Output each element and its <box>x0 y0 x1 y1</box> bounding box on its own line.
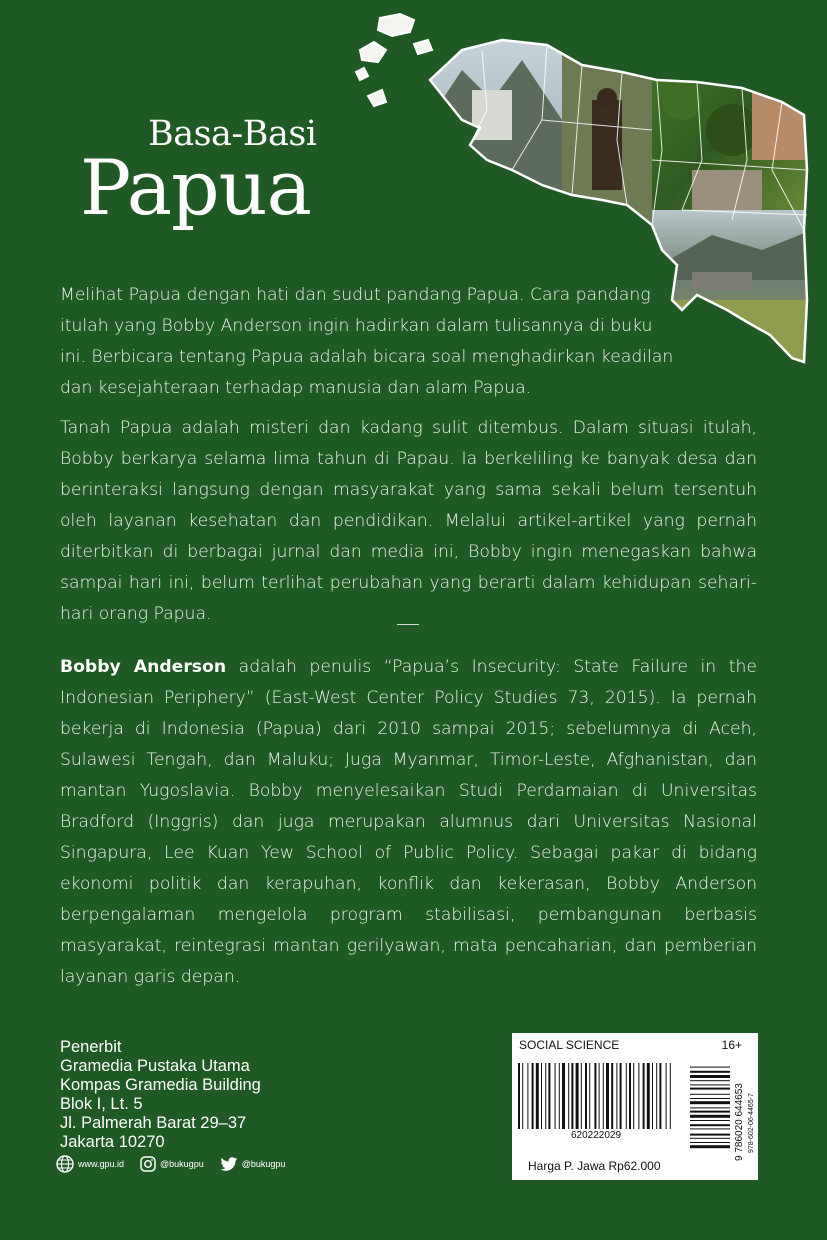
social-links <box>56 1155 301 1173</box>
author-bio <box>60 652 757 993</box>
barcode-bar <box>633 1063 634 1129</box>
instagram-link[interactable] <box>140 1156 204 1172</box>
blurb-paragraph-1: Melihat Papua dengan hati dan sudut pandang Papua. Cara pandang itulah yang Bobby Anderson ingin hadirkan dalam tulisannya di buku ini. Berbicara tentang Papua adalah bicara soal menghadirkan keadilan dan kesejahteraan terhadap manusia dan alam Papua. <box>60 285 674 398</box>
barcode-number: 620222029 <box>570 1130 622 1141</box>
website-link[interactable] <box>56 1155 124 1173</box>
section-divider <box>397 624 419 625</box>
globe-icon <box>56 1155 74 1173</box>
isbn-barcode-bar <box>690 1101 730 1104</box>
barcode-bar <box>548 1063 550 1129</box>
barcode-bar <box>576 1063 579 1129</box>
barcode-bar <box>620 1063 622 1129</box>
isbn-barcode-bar <box>690 1075 730 1078</box>
isbn-barcode-bar <box>690 1080 730 1081</box>
barcode-bar <box>670 1063 671 1129</box>
instagram-text: @bukugpu <box>160 1159 204 1169</box>
author-name: Bobby Anderson <box>60 657 227 677</box>
barcode-bar <box>652 1063 653 1129</box>
blurb-paragraph-2: Tanah Papua adalah misteri dan kadang sulit ditembus. Dalam situasi itulah, Bobby berkarya selama lima tahun di Papau. Ia berkeliling ke banyak desa dan berinteraksi langsung dengan masyarakat yang sama sekali belum tersentuh oleh layanan kesehatan dan pendidikan. Melalui artikel-artikel yang pernah diterbitkan di berbagai jurnal dan media ini, Bobby ingin menegaskan bahwa sampai hari ini, belum terlihat perubahan yang berarti dalam kehidupan sehari-hari orang Papua. <box>60 418 757 624</box>
instagram-icon <box>140 1156 156 1172</box>
twitter-link[interactable] <box>220 1157 286 1172</box>
barcode-bar <box>603 1063 604 1129</box>
isbn-barcode-bar <box>690 1120 730 1121</box>
ean-number: 9 786020 644653 <box>734 1083 745 1161</box>
barcode-bar <box>555 1063 556 1129</box>
barcode-bar <box>585 1063 587 1129</box>
barcode-bar <box>536 1063 539 1129</box>
barcode-bar <box>522 1063 523 1129</box>
publisher-info <box>60 1038 261 1152</box>
barcode-bar <box>659 1063 661 1129</box>
island-shape <box>356 68 368 80</box>
barcode-bar <box>626 1063 627 1129</box>
barcode-bar <box>629 1063 631 1129</box>
barcode-bar <box>562 1063 565 1129</box>
barcode-age-rating: 16+ <box>721 1038 742 1052</box>
isbn-number: 978-602-06-4465-7 <box>748 1093 755 1153</box>
twitter-text: @bukugpu <box>241 1159 286 1169</box>
barcode-bars <box>518 1063 674 1129</box>
isbn-barcode-bar <box>690 1111 730 1113</box>
barcode-bar <box>647 1063 650 1129</box>
isbn-barcode-bar <box>690 1098 730 1099</box>
twitter-icon <box>220 1157 238 1172</box>
isbn-barcode-bar <box>690 1134 730 1136</box>
barcode-bar <box>581 1063 582 1129</box>
barcode-bar <box>638 1063 639 1129</box>
publisher-label: Penerbit <box>60 1038 122 1056</box>
barcode-bar <box>616 1063 617 1129</box>
publisher-street: Jl. Palmerah Barat 29–37 <box>60 1114 247 1132</box>
isbn-barcode-bar <box>690 1124 730 1126</box>
barcode-bar <box>559 1063 560 1129</box>
isbn-barcode-bar <box>690 1115 730 1118</box>
barcode-bar <box>656 1063 657 1129</box>
barcode-bar <box>606 1063 609 1129</box>
barcode-bar <box>589 1063 590 1129</box>
isbn-barcode-bar <box>690 1128 730 1129</box>
book-title-big: Papua <box>80 143 311 232</box>
isbn-barcode-bar <box>690 1088 730 1090</box>
author-bio-text: adalah penulis “Papua’s Insecurity: State Failure in the Indonesian Periphery” (East-West Center Policy Studies 73, 2015). Ia pernah bekerja di Indonesia (Papua) dari 2010 sampai 2015; sebelumnya di Aceh, Sulawesi Tengah, dan Maluku; Juga Myanmar, Timor-Leste, Afghanistan, dan mantan Yugoslavia. Bobby menyelesaikan Studi Perdamaian di Universitas Bradford (Inggris) dan juga merupakan alumnus dari Universitas Nasional Singapura, Lee Kuan Yew School of Public Policy. Sebagai pakar di bidang ekonomi politik dan kerapuhan, konflik dan kekerasan, Bobby Anderson berpengalaman mengelola program stabilisasi, pembangunan berbasis masyarakat, reintegrasi mantan gerilyawan, mata pencaharian, dan pemberian layanan garis depan. <box>60 657 757 987</box>
isbn-barcode-bar <box>690 1107 730 1108</box>
island-shape <box>378 14 414 36</box>
barcode-category: SOCIAL SCIENCE <box>519 1038 620 1052</box>
isbn-barcode-bar <box>690 1145 730 1148</box>
barcode-bar <box>541 1063 542 1129</box>
isbn-barcode-bar <box>690 1084 730 1085</box>
barcode-bar <box>527 1063 528 1129</box>
isbn-barcode-bar <box>690 1067 730 1068</box>
publisher-city: Jakarta 10270 <box>60 1133 165 1151</box>
publisher-building: Kompas Gramedia Building <box>60 1076 261 1094</box>
isbn-barcode-bar <box>690 1142 730 1143</box>
barcode-bar <box>599 1063 600 1129</box>
barcode-bar <box>643 1063 645 1129</box>
barcode-bar <box>571 1063 573 1129</box>
barcode-bar <box>532 1063 534 1129</box>
island-shape <box>360 42 386 62</box>
barcode-bar <box>666 1063 667 1129</box>
isbn-barcode-bars <box>690 1063 730 1151</box>
barcode-bar <box>611 1063 613 1129</box>
island-shape <box>368 90 386 106</box>
barcode-bar <box>545 1063 546 1129</box>
publisher-name: Gramedia Pustaka Utama <box>60 1057 250 1075</box>
isbn-barcode-bar <box>690 1071 730 1073</box>
isbn-barcode-bar <box>690 1094 730 1095</box>
barcode-bar <box>594 1063 596 1129</box>
barcode-label <box>512 1033 758 1180</box>
barcode-bar <box>518 1063 520 1129</box>
book-title-small: Basa-Basi <box>148 114 317 154</box>
barcode-bar <box>568 1063 569 1129</box>
barcode-price: Harga P. Jawa Rp62.000 <box>528 1159 661 1173</box>
website-text: www.gpu.id <box>78 1159 125 1169</box>
island-shape <box>414 40 432 54</box>
isbn-barcode-bar <box>690 1138 730 1139</box>
publisher-block: Blok I, Lt. 5 <box>60 1095 143 1113</box>
